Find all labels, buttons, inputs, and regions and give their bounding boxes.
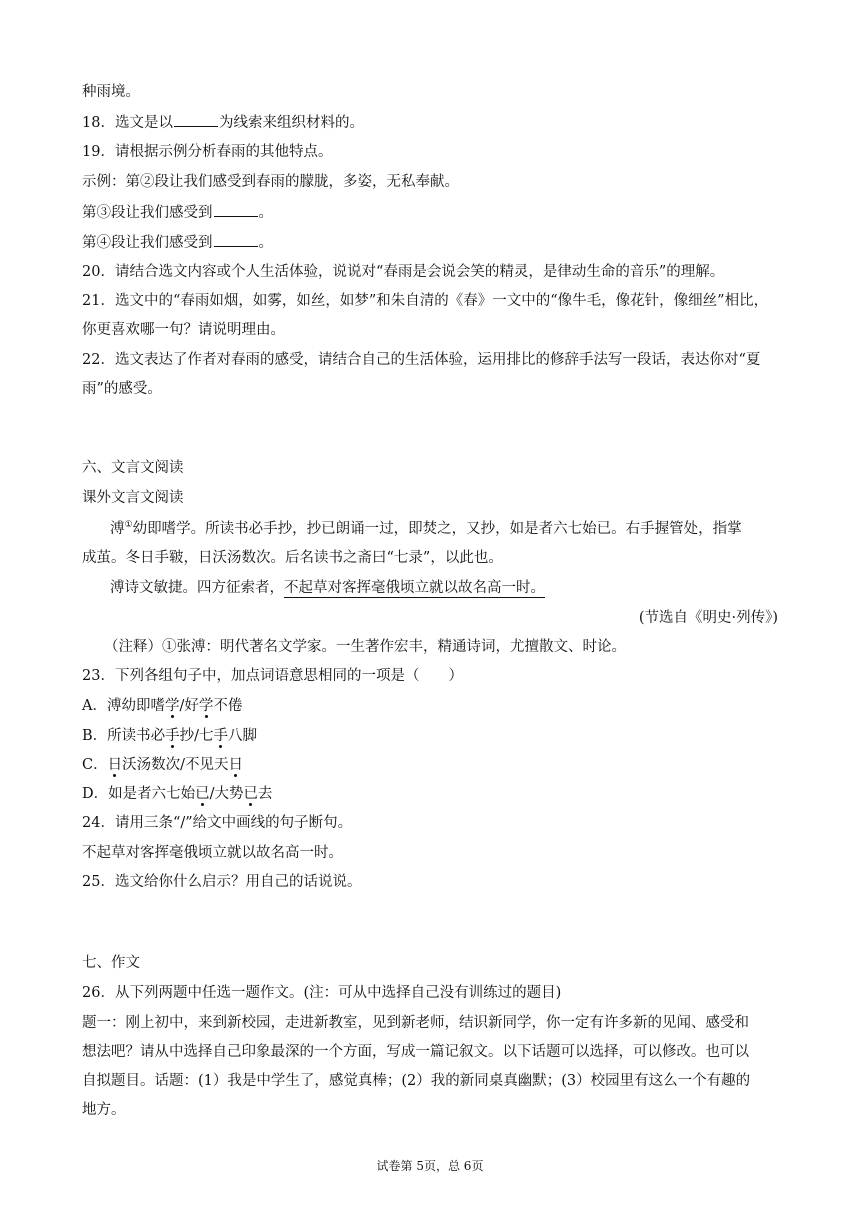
passage-text: 溥诗文敏捷。四方征索者， bbox=[110, 580, 284, 596]
option-text: D．如是者六七始 bbox=[82, 786, 196, 802]
question-23: 23．下列各组句子中，加点词语意思相同的一项是（ ） bbox=[82, 668, 463, 684]
passage-paragraph-1-cont: 成茧。冬日手皲，日沃汤数次。后名读书之斋曰“七录”，以此也。 bbox=[82, 550, 503, 566]
question-24-sentence: 不起草对客挥毫俄顷立就以故名高一时。 bbox=[82, 845, 343, 861]
dotted-word: 已 bbox=[195, 786, 210, 802]
option-c[interactable] bbox=[82, 755, 243, 775]
question-22-cont: 雨”的感受。 bbox=[82, 381, 162, 397]
option-a[interactable] bbox=[82, 696, 242, 716]
essay-topic-1-cont: 想法吧？请从中选择自己印象最深的一个方面，写成一篇记叙文。以下话题可以选择，可以修改。也可以 bbox=[82, 1044, 749, 1060]
passage-paragraph-2 bbox=[110, 578, 545, 598]
question-21-cont: 你更喜欢哪一句？请说明理由。 bbox=[82, 322, 285, 338]
dotted-word: 日 bbox=[107, 757, 123, 773]
prompt-text: 第③段让我们感受到 bbox=[82, 205, 213, 221]
answer-blank[interactable] bbox=[214, 202, 258, 217]
passage-text: 溥 bbox=[110, 521, 125, 537]
option-text: C． bbox=[82, 757, 108, 773]
option-text: 不倦 bbox=[213, 698, 243, 714]
answer-blank[interactable] bbox=[214, 232, 258, 247]
option-d[interactable] bbox=[82, 784, 273, 804]
question-22: 22．选文表达了作者对春雨的感受，请结合自己的生活体验，运用排比的修辞手法写一段话，表达你对“夏 bbox=[82, 352, 761, 368]
text-line: 种雨境。 bbox=[82, 84, 140, 100]
section-6-subtitle: 课外文言文阅读 bbox=[82, 490, 184, 506]
paragraph-3-prompt bbox=[82, 202, 273, 223]
paragraph-4-prompt bbox=[82, 232, 273, 253]
option-text: 八脚 bbox=[228, 728, 258, 744]
question-18-text: 为线索来组织材料的。 bbox=[218, 115, 364, 131]
passage-paragraph-1 bbox=[110, 519, 742, 539]
example-text: 示例：第②段让我们感受到春雨的朦胧，多姿，无私奉献。 bbox=[82, 174, 459, 190]
option-text: 沃汤数次/不见天 bbox=[122, 757, 229, 773]
option-text: /好 bbox=[179, 698, 199, 714]
passage-text: 幼即嗜学。所读书必手抄，抄已朗诵一过，即焚之，又抄，如是者六七始已。右手握管处，指掌 bbox=[132, 521, 742, 537]
option-text: 抄/七 bbox=[179, 728, 214, 744]
dotted-word: 学 bbox=[164, 698, 180, 714]
dotted-word: 手 bbox=[213, 728, 229, 744]
question-25: 25．选文给你什么启示？用自己的话说说。 bbox=[82, 874, 362, 890]
question-19: 19．请根据示例分析春雨的其他特点。 bbox=[82, 144, 333, 160]
punctuation: 。 bbox=[258, 235, 273, 251]
option-text: B．所读书必 bbox=[82, 728, 166, 744]
footnote-marker: ① bbox=[124, 520, 133, 531]
essay-topic-1-cont: 地方。 bbox=[82, 1102, 126, 1118]
dotted-word: 已 bbox=[243, 786, 259, 802]
passage-source: (节选自《明史·列传》) bbox=[638, 610, 778, 626]
option-text: A．溥幼即嗜 bbox=[82, 698, 165, 714]
question-21: 21．选文中的“春雨如烟，如雾，如丝，如梦”和朱自清的《春》一文中的“像牛毛，像花针，像细丝”相比， bbox=[82, 293, 769, 309]
section-6-title: 六、文言文阅读 bbox=[82, 460, 184, 476]
option-text: /大势 bbox=[209, 786, 244, 802]
answer-blank[interactable] bbox=[174, 112, 218, 127]
page-footer: 试卷第 5页，总 6页 bbox=[376, 1159, 484, 1173]
question-24: 24．请用三条“/”给文中画线的句子断句。 bbox=[82, 815, 353, 831]
question-18 bbox=[82, 112, 364, 133]
question-26: 26．从下列两题中任选一题作文。(注：可从中选择自己没有训练过的题目) bbox=[82, 985, 562, 1001]
question-20: 20．请结合选文内容或个人生活体验，说说对“春雨是会说会笑的精灵，是律动生命的音乐”的理解。 bbox=[82, 264, 725, 280]
annotation-note: （注释）①张溥：明代著名文学家。一生著作宏丰，精通诗词，尤擅散文、时论。 bbox=[104, 639, 626, 655]
question-18-text: 18．选文是以 bbox=[82, 115, 173, 131]
option-b[interactable] bbox=[82, 726, 257, 746]
dotted-word: 手 bbox=[165, 728, 180, 744]
essay-topic-1: 题一：刚上初中，来到新校园，走进新教室，见到新老师，结识新同学，你一定有许多新的见闻、感受和 bbox=[82, 1015, 749, 1031]
essay-topic-1-cont: 自拟题目。话题：(1）我是中学生了，感觉真棒；(2）我的新同桌真幽默；(3）校园里有这么一个有趣的 bbox=[82, 1073, 751, 1089]
option-text: 去 bbox=[258, 786, 273, 802]
prompt-text: 第④段让我们感受到 bbox=[82, 235, 213, 251]
dotted-word: 学 bbox=[198, 698, 214, 714]
dotted-word: 日 bbox=[228, 757, 243, 773]
section-7-title: 七、作文 bbox=[82, 955, 140, 971]
underlined-sentence: 不起草对客挥毫俄顷立就以故名高一时。 bbox=[284, 580, 545, 596]
punctuation: 。 bbox=[258, 205, 273, 221]
